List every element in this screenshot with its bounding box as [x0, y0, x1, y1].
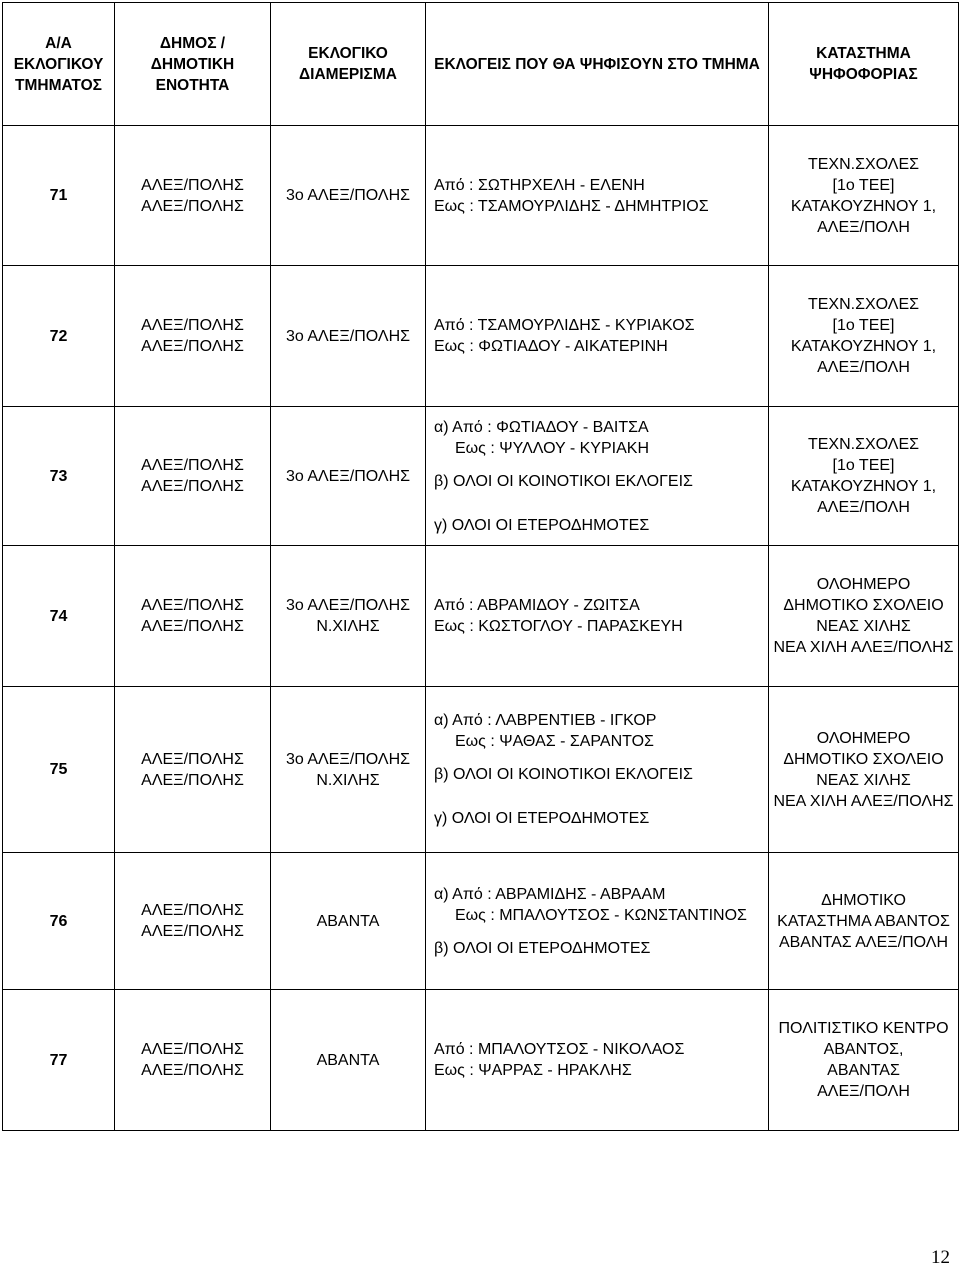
voters-line: Από : ΑΒΡΑΜΙΔΟΥ - ΖΩΙΤΣΑ [434, 597, 640, 614]
cell-line: ΚΑΤΑΚΟΥΖΗΝΟΥ 1, [790, 478, 937, 495]
voters-line: γ) ΟΛΟΙ ΟΙ ΕΤΕΡΟΔΗΜΟΤΕΣ [434, 516, 650, 534]
cell-line: ΝΕΑ ΧΙΛΗ ΑΛΕΞ/ΠΟΛΗΣ [773, 639, 954, 656]
cell-line: ΑΛΕΞ/ΠΟΛΗΣ [141, 457, 244, 474]
voters-line: Εως : ΨΥΛΛΟΥ - ΚΥΡΙΑΚΗ [455, 439, 649, 457]
section-number-cell: 77 [3, 990, 115, 1131]
cell-line: ΟΛΟΗΜΕΡΟ [816, 729, 911, 747]
cell-line: ΔΗΜΟΤΙΚΟ ΣΧΟΛΕΙΟ [783, 750, 944, 768]
electoral-district-cell [271, 687, 426, 853]
polling-station-cell [769, 990, 959, 1131]
cell-line: ΑΒΑΝΤΟΣ, [823, 1041, 904, 1058]
voters-range-cell [426, 990, 769, 1131]
cell-line: ΑΛΕΞ/ΠΟΛΗΣ [141, 478, 244, 495]
electoral-district-cell [271, 126, 426, 266]
cell-line: ΑΛΕΞ/ΠΟΛΗΣ [141, 197, 244, 215]
header-municipality: ΔΗΜΟΣ / ΔΗΜΟΤΙΚΗ ΕΝΟΤΗΤΑ [115, 3, 271, 126]
section-number-cell: 76 [3, 853, 115, 990]
voters-line: α) Από : ΑΒΡΑΜΙΔΗΣ - ΑΒΡΑΑΜ [434, 885, 666, 903]
municipality-cell [115, 266, 271, 407]
voters-line: Εως : ΨΑΡΡΑΣ - ΗΡΑΚΛΗΣ [434, 1062, 632, 1079]
voters-line: α) Από : ΦΩΤΙΑΔΟΥ - ΒΑΙΤΣΑ [434, 418, 649, 436]
voters-line: β) ΟΛΟΙ ΟΙ ΚΟΙΝΟΤΙΚΟΙ ΕΚΛΟΓΕΙΣ [434, 766, 693, 783]
cell-line: ΑΛΕΞ/ΠΟΛΗΣ [141, 750, 244, 768]
section-number-cell: 72 [3, 266, 115, 407]
cell-line: 3ο ΑΛΕΞ/ΠΟΛΗΣ [285, 467, 411, 485]
page-number: 12 [931, 1247, 950, 1268]
table-row [3, 687, 959, 853]
polling-station-cell [769, 126, 959, 266]
section-number-cell: 74 [3, 546, 115, 687]
electoral-district-cell [271, 546, 426, 687]
voters-line: Από : ΤΣΑΜΟΥΡΛΙΔΗΣ - ΚΥΡΙΑΚΟΣ [434, 317, 695, 334]
table-row [3, 853, 959, 990]
cell-line: ΑΛΕΞ/ΠΟΛΗΣ [141, 317, 244, 334]
cell-line: 3ο ΑΛΕΞ/ΠΟΛΗΣ [285, 187, 411, 204]
section-number-cell: 73 [3, 407, 115, 546]
electoral-district-cell [271, 407, 426, 546]
voters-line: β) ΟΛΟΙ ΟΙ ΕΤΕΡΟΔΗΜΟΤΕΣ [434, 939, 651, 957]
table-header-row [3, 3, 959, 126]
table-row [3, 546, 959, 687]
voters-range-cell [426, 546, 769, 687]
cell-line: ΑΛΕΞ/ΠΟΛΗΣ [141, 597, 244, 614]
table-row [3, 126, 959, 266]
cell-line: ΑΒΑΝΤΑ [316, 912, 380, 930]
cell-line: Ν.ΧΙΛΗΣ [316, 618, 380, 635]
voters-line: Εως : ΨΑΘΑΣ - ΣΑΡΑΝΤΟΣ [455, 733, 654, 750]
municipality-cell [115, 407, 271, 546]
voters-range-cell [426, 687, 769, 853]
table-row [3, 266, 959, 407]
cell-line: ΑΛΕΞ/ΠΟΛΗ [817, 1083, 910, 1100]
voters-line: Εως : ΤΣΑΜΟΥΡΛΙΔΗΣ - ΔΗΜΗΤΡΙΟΣ [434, 197, 709, 215]
electoral-district-cell [271, 266, 426, 407]
cell-line: ΑΒΑΝΤΑΣ ΑΛΕΞ/ΠΟΛΗ [778, 933, 949, 951]
cell-line: Ν.ΧΙΛΗΣ [316, 771, 380, 789]
voters-line: γ) ΟΛΟΙ ΟΙ ΕΤΕΡΟΔΗΜΟΤΕΣ [434, 810, 650, 827]
voters-line: β) ΟΛΟΙ ΟΙ ΚΟΙΝΟΤΙΚΟΙ ΕΚΛΟΓΕΙΣ [434, 472, 693, 490]
table-row [3, 407, 959, 546]
municipality-cell [115, 990, 271, 1131]
section-number-cell: 71 [3, 126, 115, 266]
cell-line: ΚΑΤΑΣΤΗΜΑ ΑΒΑΝΤΟΣ [777, 912, 950, 930]
cell-line: ΑΒΑΝΤΑ [316, 1051, 380, 1069]
cell-line: [1ο ΤΕΕ] [832, 457, 895, 474]
cell-line: ΚΑΤΑΚΟΥΖΗΝΟΥ 1, [790, 197, 937, 215]
electoral-district-cell [271, 853, 426, 990]
cell-line: ΑΛΕΞ/ΠΟΛΗ [817, 359, 910, 376]
cell-line: ΔΗΜΟΤΙΚΟ ΣΧΟΛΕΙΟ [783, 597, 944, 614]
polling-stations-table [2, 2, 959, 1131]
cell-line: ΑΛΕΞ/ΠΟΛΗΣ [141, 1041, 244, 1058]
cell-line: ΝΕΑΣ ΧΙΛΗΣ [816, 618, 911, 635]
voters-range-cell [426, 126, 769, 266]
polling-station-cell [769, 853, 959, 990]
cell-line: ΟΛΟΗΜΕΡΟ [816, 576, 911, 593]
cell-line: ΑΛΕΞ/ΠΟΛΗΣ [141, 1062, 244, 1079]
cell-line: ΚΑΤΑΚΟΥΖΗΝΟΥ 1, [790, 338, 937, 355]
cell-line: ΠΟΛΙΤΙΣΤΙΚΟ ΚΕΝΤΡΟ [778, 1020, 949, 1037]
cell-line: ΔΗΜΟΤΙΚΟ [821, 891, 906, 909]
cell-line: ΝΕΑ ΧΙΛΗ ΑΛΕΞ/ΠΟΛΗΣ [773, 792, 954, 810]
voters-range-cell [426, 266, 769, 407]
municipality-cell [115, 853, 271, 990]
header-voters: ΕΚΛΟΓΕΙΣ ΠΟΥ ΘΑ ΨΗΦΙΣΟΥΝ ΣΤΟ ΤΜΗΜΑ [426, 3, 769, 126]
cell-line: ΑΛΕΞ/ΠΟΛΗ [817, 499, 910, 516]
polling-station-cell [769, 687, 959, 853]
cell-line: ΤΕΧΝ.ΣΧΟΛΕΣ [807, 155, 920, 173]
polling-station-cell [769, 546, 959, 687]
cell-line: ΤΕΧΝ.ΣΧΟΛΕΣ [807, 436, 920, 453]
voters-line: Από : ΣΩΤΗΡΧΕΛΗ - ΕΛΕΝΗ [434, 176, 645, 194]
cell-line: ΑΛΕΞ/ΠΟΛΗ [817, 218, 910, 236]
cell-line: [1ο ΤΕΕ] [832, 317, 895, 334]
municipality-cell [115, 126, 271, 266]
voters-line: α) Από : ΛΑΒΡΕΝΤΙΕΒ - ΙΓΚΟΡ [434, 712, 657, 729]
cell-line: 3ο ΑΛΕΞ/ΠΟΛΗΣ [285, 597, 411, 614]
header-section-number: Α/Α ΕΚΛΟΓΙΚΟΥ ΤΜΗΜΑΤΟΣ [3, 3, 115, 126]
voters-range-cell [426, 407, 769, 546]
section-number-cell: 75 [3, 687, 115, 853]
voters-line: Εως : ΦΩΤΙΑΔΟΥ - ΑΙΚΑΤΕΡΙΝΗ [434, 338, 668, 355]
voters-line: Από : ΜΠΑΛΟΥΤΣΟΣ - ΝΙΚΟΛΑΟΣ [434, 1041, 685, 1058]
polling-station-cell [769, 266, 959, 407]
cell-line: 3ο ΑΛΕΞ/ΠΟΛΗΣ [285, 327, 411, 345]
municipality-cell [115, 546, 271, 687]
voters-range-cell [426, 853, 769, 990]
cell-line: 3ο ΑΛΕΞ/ΠΟΛΗΣ [285, 750, 411, 768]
polling-station-cell [769, 407, 959, 546]
cell-line: ΑΛΕΞ/ΠΟΛΗΣ [141, 618, 244, 635]
cell-line: ΑΛΕΞ/ΠΟΛΗΣ [141, 176, 244, 194]
header-electoral-district: ΕΚΛΟΓΙΚΟ ΔΙΑΜΕΡΙΣΜΑ [271, 3, 426, 126]
cell-line: ΑΛΕΞ/ΠΟΛΗΣ [141, 771, 244, 789]
header-polling-station: ΚΑΤΑΣΤΗΜΑ ΨΗΦΟΦΟΡΙΑΣ [769, 3, 959, 126]
electoral-district-cell [271, 990, 426, 1131]
cell-line: ΑΛΕΞ/ΠΟΛΗΣ [141, 923, 244, 940]
voters-line: Εως : ΚΩΣΤΟΓΛΟΥ - ΠΑΡΑΣΚΕΥΗ [434, 618, 683, 635]
cell-line: ΑΒΑΝΤΑΣ [827, 1062, 900, 1079]
voters-line: Εως : ΜΠΑΛΟΥΤΣΟΣ - ΚΩΝΣΤΑΝΤΙΝΟΣ [455, 906, 747, 924]
cell-line: ΑΛΕΞ/ΠΟΛΗΣ [141, 902, 244, 919]
cell-line: [1ο ΤΕΕ] [832, 176, 895, 194]
cell-line: ΑΛΕΞ/ΠΟΛΗΣ [141, 338, 244, 355]
municipality-cell [115, 687, 271, 853]
table-row [3, 990, 959, 1131]
cell-line: ΝΕΑΣ ΧΙΛΗΣ [816, 771, 911, 789]
cell-line: ΤΕΧΝ.ΣΧΟΛΕΣ [807, 296, 920, 313]
